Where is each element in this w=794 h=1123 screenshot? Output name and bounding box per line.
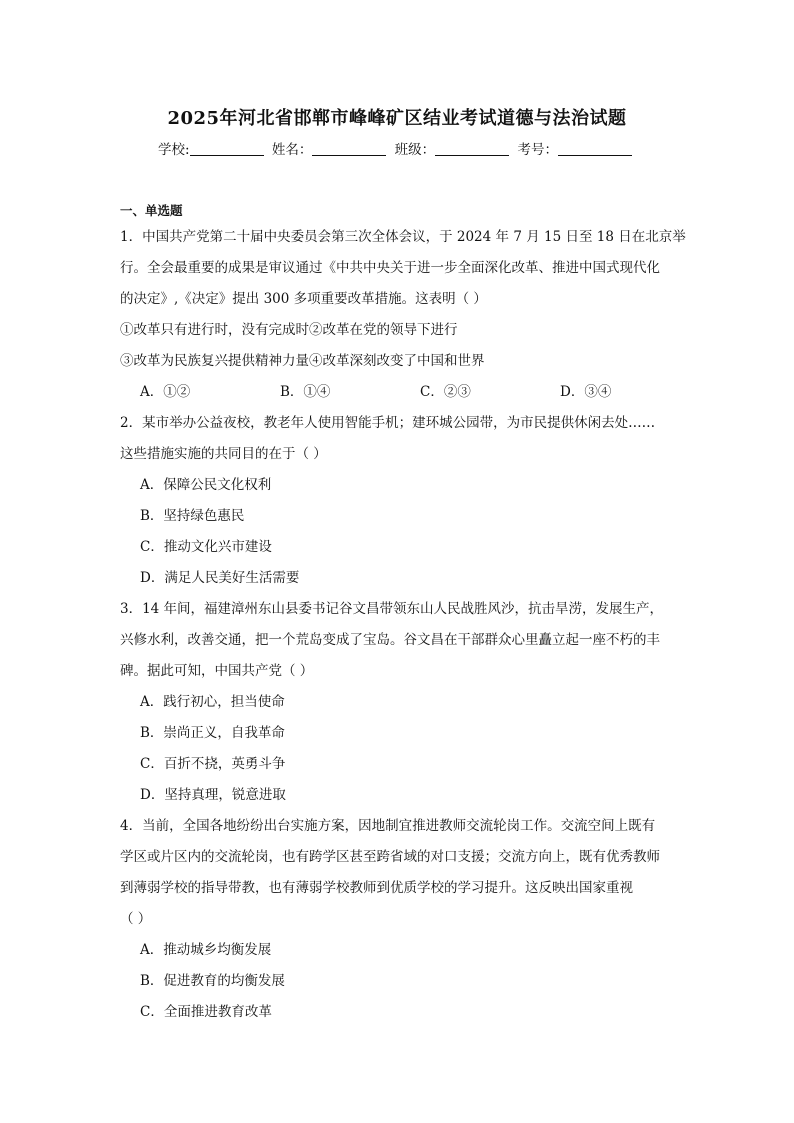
- question-2: [120, 408, 680, 594]
- question-4: [120, 811, 680, 1028]
- option-a[interactable]: A．践行初心，担当使命: [140, 694, 285, 710]
- option-a[interactable]: A．推动城乡均衡发展: [140, 942, 272, 958]
- question-text-line: 这些措施实施的共同目的在于（ ）: [120, 446, 327, 462]
- question-text-line: 到薄弱学校的指导带教，也有薄弱学校教师到优质学校的学习提升。这反映出国家重视: [120, 880, 633, 896]
- school-label: 学校:: [158, 142, 190, 158]
- question-content: [120, 200, 686, 1028]
- question-text-line: 3．14 年间，福建漳州东山县委书记谷文昌带领东山人民战胜风沙，抗击旱涝，发展生产，: [120, 601, 664, 617]
- page-title: 2025年河北省邯郸市峰峰矿区结业考试道德与法治试题: [167, 108, 627, 129]
- student-info-line: [0, 138, 794, 158]
- option-b[interactable]: B．坚持绿色惠民: [140, 508, 245, 524]
- name-blank[interactable]: [312, 141, 386, 156]
- question-text-line: 4．当前，全国各地纷纷出台实施方案，因地制宜推进教师交流轮岗工作。交流空间上既有: [120, 818, 656, 834]
- question-3: [120, 594, 680, 811]
- class-label: 班级：: [394, 142, 436, 158]
- number-label: 考号：: [517, 142, 558, 158]
- option-b[interactable]: B．促进教育的均衡发展: [140, 973, 285, 989]
- option-a[interactable]: A．①②: [140, 384, 191, 400]
- question-text-line: （ ）: [120, 911, 152, 927]
- question-text-line: 碑。据此可知，中国共产党（ ）: [120, 663, 314, 679]
- school-blank[interactable]: [190, 141, 264, 156]
- option-a[interactable]: A．保障公民文化权利: [140, 477, 272, 493]
- question-text-line: 1．中国共产党第二十届中央委员会第三次全体会议，于 2024 年 7 月 15 日至 18 日在北京举: [120, 229, 686, 245]
- option-c[interactable]: C．②③: [420, 384, 471, 400]
- option-c[interactable]: C．百折不挠，英勇斗争: [140, 756, 286, 772]
- name-label: 姓名：: [271, 142, 313, 158]
- option-b[interactable]: B．①④: [280, 384, 331, 400]
- number-blank[interactable]: [558, 141, 632, 156]
- question-text-line: 的决定》,《决定》提出 300 多项重要改革措施。这表明（ ）: [120, 291, 487, 307]
- question-text-line: 行。全会最重要的成果是审议通过《中共中央关于进一步全面深化改革、推进中国式现代化: [120, 260, 660, 276]
- question-text-line: 兴修水利，改善交通，把一个荒岛变成了宝岛。谷文昌在干部群众心里矗立起一座不朽的丰: [120, 632, 660, 648]
- question-1: [120, 222, 686, 408]
- question-text-line: 学区或片区内的交流轮岗，也有跨学区甚至跨省域的对口支援；交流方向上，既有优秀教师: [120, 849, 660, 865]
- option-c[interactable]: C．全面推进教育改革: [140, 1004, 272, 1020]
- class-blank[interactable]: [435, 141, 509, 156]
- section-heading: 一、单选题: [120, 203, 183, 218]
- option-b[interactable]: B．崇尚正义，自我革命: [140, 725, 285, 741]
- statement-line: ③改革为民族复兴提供精神力量④改革深刻改变了中国和世界: [120, 353, 485, 369]
- option-d[interactable]: D．③④: [560, 384, 612, 400]
- option-d[interactable]: D．满足人民美好生活需要: [140, 570, 300, 586]
- option-c[interactable]: C．推动文化兴市建设: [140, 539, 272, 555]
- option-d[interactable]: D．坚持真理，锐意进取: [140, 787, 286, 803]
- statement-line: ①改革只有进行时，没有完成时②改革在党的领导下进行: [120, 322, 458, 338]
- question-text-line: 2．某市举办公益夜校，教老年人使用智能手机；建环城公园带，为市民提供休闲去处……: [120, 415, 656, 431]
- options-row: [120, 377, 680, 408]
